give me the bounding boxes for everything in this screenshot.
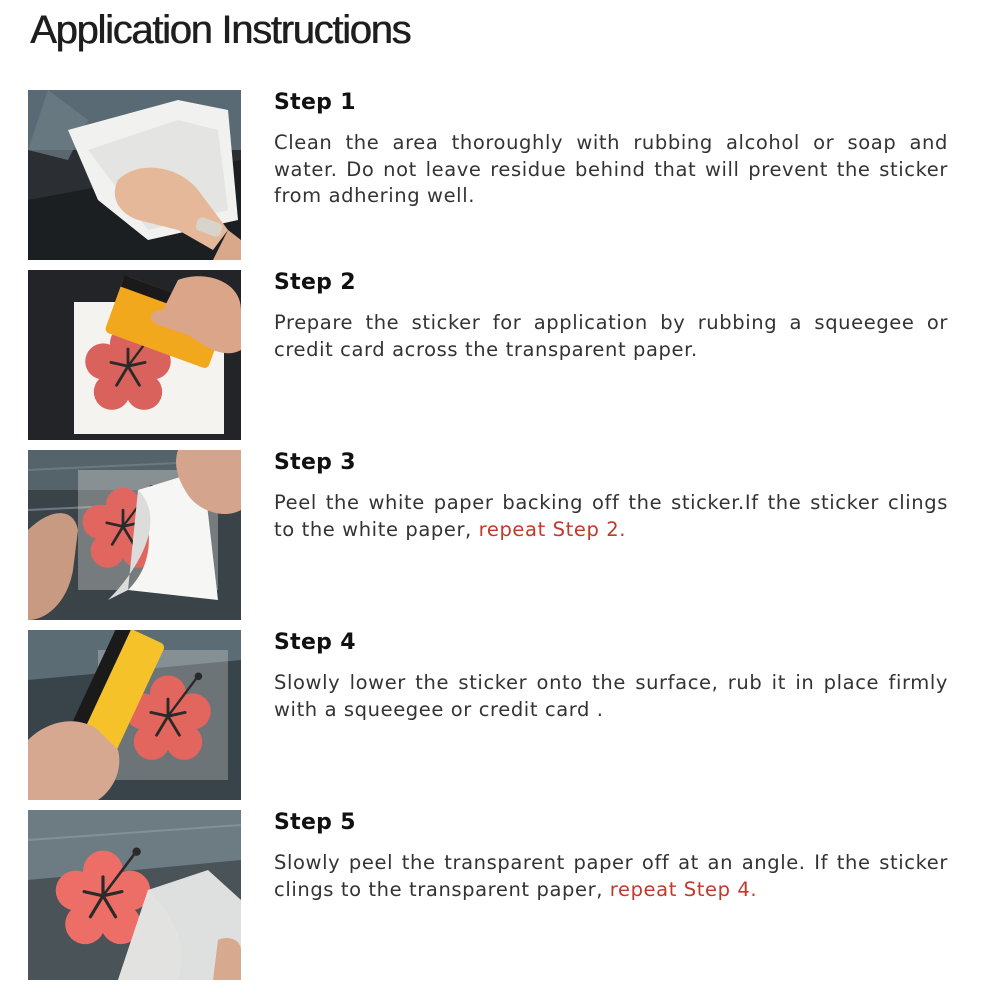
step-4 xyxy=(28,630,968,802)
step-1-title: Step 1 xyxy=(274,90,356,115)
step-3-highlight: repeat Step 2. xyxy=(478,517,627,541)
step-5-title: Step 5 xyxy=(274,810,356,835)
page-title: Application Instructions xyxy=(30,8,411,52)
step-1-instructions: Clean the area thoroughly with rubbing alcohol or soap and water. Do not leave residue behind that will prevent the sticker from adhering well. xyxy=(274,131,948,207)
step-5 xyxy=(28,810,968,982)
step-5-highlight: repeat Step 4. xyxy=(609,877,758,901)
step-2-title: Step 2 xyxy=(274,270,356,295)
step-4-instructions: Slowly lower the sticker onto the surface, rub it in place firmly with a squeegee or credit card . xyxy=(274,671,948,721)
step-3-instructions: Peel the white paper backing off the sticker.If the sticker clings to the white paper, xyxy=(274,491,948,541)
step-3-photo xyxy=(28,450,241,620)
step-2-instructions: Prepare the sticker for application by rubbing a squeegee or credit card across the transparent paper. xyxy=(274,311,948,361)
step-2 xyxy=(28,270,968,442)
squeegee-on-window-image xyxy=(28,630,241,800)
step-5-photo xyxy=(28,810,241,980)
step-3 xyxy=(28,450,968,622)
step-1 xyxy=(28,90,968,262)
step-1-photo xyxy=(28,90,241,260)
step-1-text xyxy=(274,130,948,210)
step-3-text xyxy=(274,490,948,543)
step-5-text xyxy=(274,850,948,903)
step-3-title: Step 3 xyxy=(274,450,356,475)
peeling-transfer-paper-image xyxy=(28,810,241,980)
squeegee-on-sticker-image xyxy=(28,270,241,440)
peeling-backing-paper-image xyxy=(28,450,241,620)
step-5-instructions: Slowly peel the transparent paper off at an angle. If the sticker clings to the transparent paper, xyxy=(274,851,948,901)
step-4-photo xyxy=(28,630,241,800)
step-4-text xyxy=(274,670,948,723)
step-2-text xyxy=(274,310,948,363)
step-2-photo xyxy=(28,270,241,440)
wiping-surface-with-cloth-image xyxy=(28,90,241,260)
step-4-title: Step 4 xyxy=(274,630,356,655)
